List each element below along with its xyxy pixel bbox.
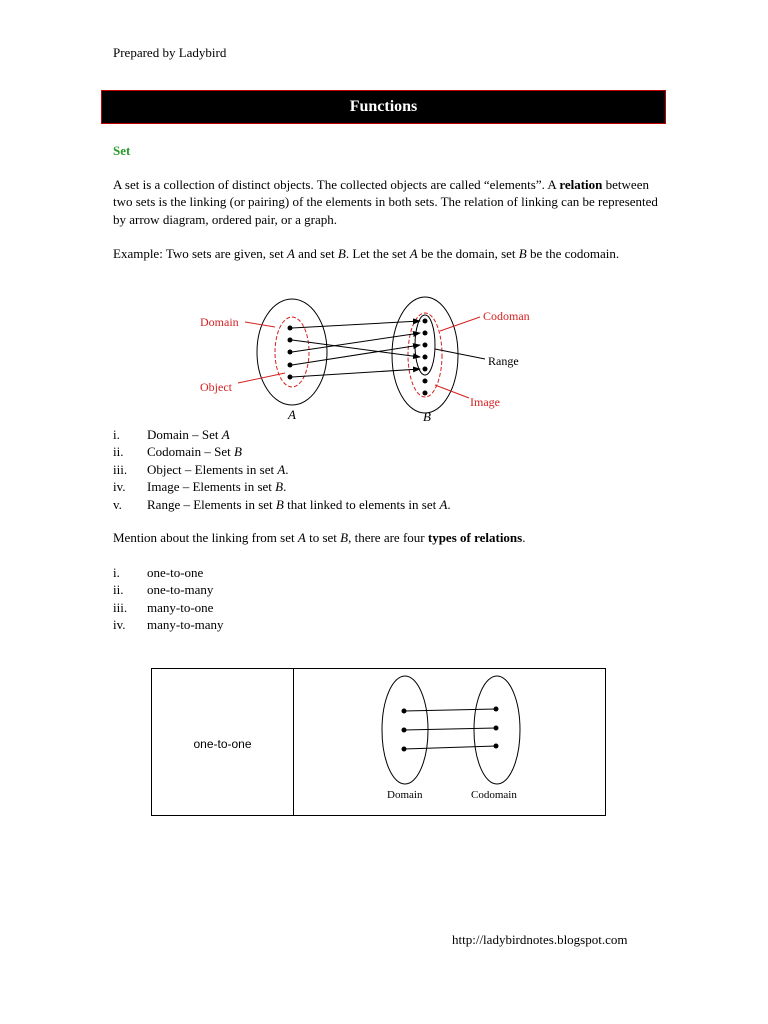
image-pointer-line [435, 385, 469, 398]
label-codomain: Codoman [483, 309, 530, 323]
one-to-one-diagram [294, 669, 606, 815]
list-item: i. Domain – Set A [113, 427, 230, 442]
header-prepared-by: Prepared by Ladybird [113, 45, 227, 60]
point-b [423, 343, 428, 348]
list-item: iv. Image – Elements in set B. [113, 479, 287, 495]
bold-relation: relation [559, 177, 603, 192]
domain-label: Domain [387, 789, 423, 801]
list-item: ii. Codomain – Set B [113, 444, 242, 460]
codomain-pointer-line [440, 317, 480, 331]
point-b [423, 391, 428, 396]
point-b [423, 367, 428, 372]
page-title: Functions [101, 90, 666, 124]
mapping-arrow [292, 369, 420, 377]
list-item: ii. one-to-many [113, 582, 214, 598]
point-b [423, 379, 428, 384]
label-set-a: A [288, 407, 296, 422]
table-row-label: one-to-one [193, 737, 252, 751]
codomain-label: Codomain [471, 789, 517, 801]
domain-pointer-line [245, 322, 275, 327]
point-b [423, 355, 428, 360]
mapping-arrow [292, 321, 420, 328]
paragraph-set-definition: A set is a collection of distinct objects. The collected objects are called “elements”. A relation between two sets is the linking (or pairing) of the elements in both sets. The relation of linking can be represented by arrow diagram, ordered pair, or a graph. [113, 177, 658, 227]
point-b [423, 331, 428, 336]
list-item: iv. many-to-many [113, 617, 224, 633]
range-pointer-line [435, 349, 485, 359]
point-a [288, 363, 293, 368]
mapping-line [404, 728, 496, 730]
section-heading-set: Set [113, 143, 131, 158]
point-a [288, 375, 293, 380]
bold-types-of-relations: types of relations [427, 530, 523, 545]
label-domain: Domain [200, 315, 239, 329]
mapping-line [404, 709, 496, 711]
relation-types-list [113, 564, 224, 634]
label-object: Object [200, 380, 232, 394]
definitions-list [113, 426, 451, 513]
point-a [288, 338, 293, 343]
object-pointer-line [238, 373, 285, 383]
footer-url: http://ladybirdnotes.blogspot.com [452, 932, 628, 947]
label-set-b: B [423, 409, 431, 424]
arrow-diagram-domain-codomain [195, 295, 545, 425]
relation-example-table [151, 668, 606, 816]
point-b [423, 319, 428, 324]
label-range: Range [488, 354, 519, 368]
list-item: i. one-to-one [113, 565, 204, 580]
point-a [288, 350, 293, 355]
paragraph-example: Example: Two sets are given, set A and set B. Let the set A be the domain, set B be the codomain. [113, 246, 620, 261]
list-item: v. Range – Elements in set B that linked to elements in set A. [113, 496, 451, 512]
label-image: Image [470, 395, 500, 409]
list-item: iii. Object – Elements in set A. [113, 461, 289, 477]
list-item: iii. many-to-one [113, 599, 214, 615]
point-a [288, 326, 293, 331]
paragraph-types-intro: Mention about the linking from set A to set B, there are four types of relations. [113, 530, 526, 545]
mapping-line [404, 746, 496, 749]
